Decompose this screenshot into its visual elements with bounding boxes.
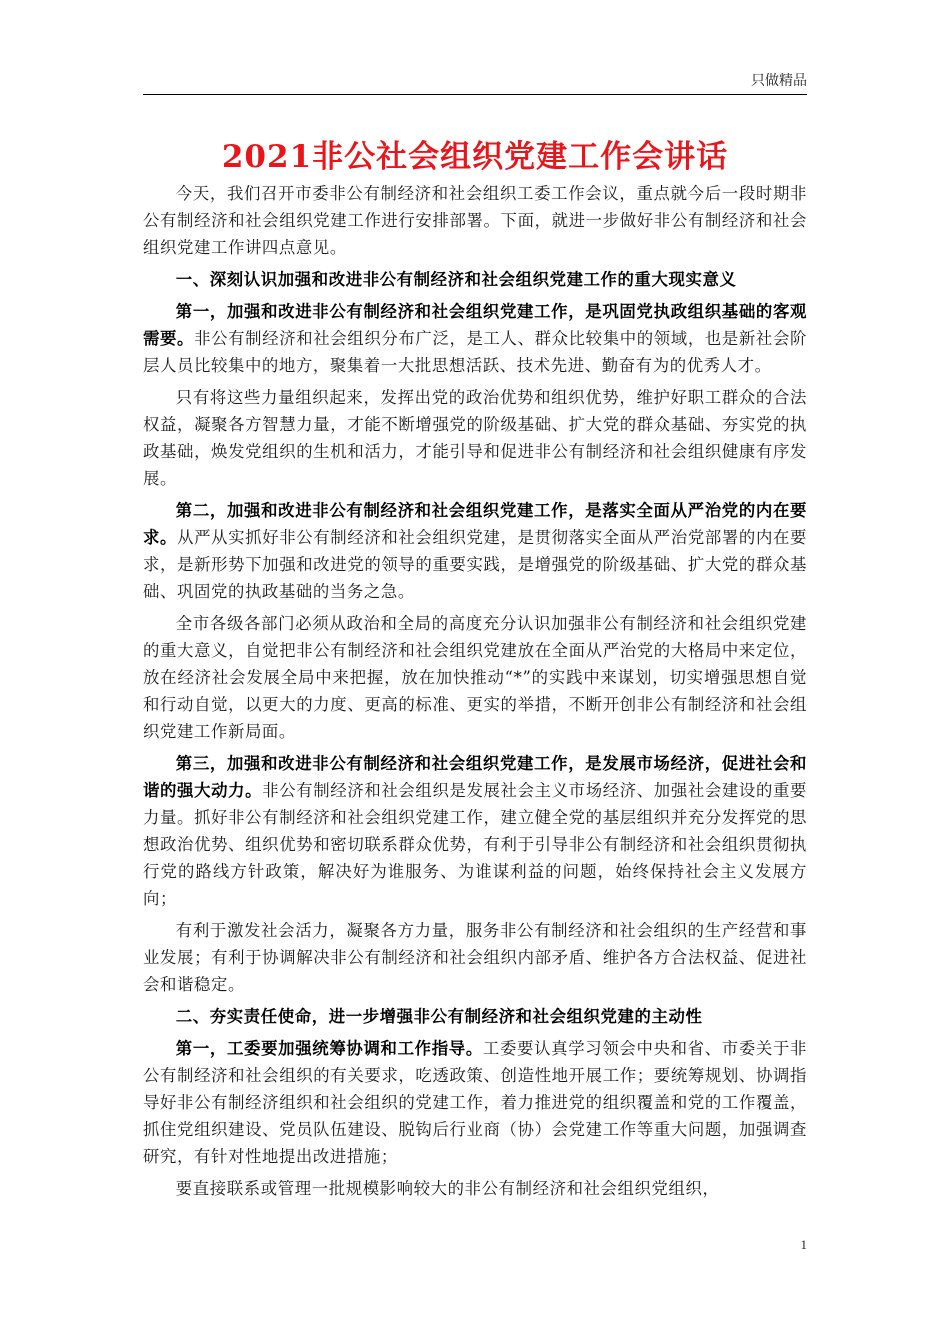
body-paragraph (143, 1175, 807, 1202)
paragraph-lead: 第三，加强和改进非公有制经济和社会组织党建工作，是发展市场经济，促进社会和谐的强大动力。 (143, 754, 807, 800)
body-paragraph (143, 384, 807, 492)
section-heading: 二、夯实责任使命，进一步增强非公有制经济和社会组织党建的主动性 (175, 1007, 703, 1026)
paragraph-lead: 第二，加强和改进非公有制经济和社会组织党建工作，是落实全面从严治党的内在要求。 (143, 501, 807, 547)
body-paragraph (143, 1035, 807, 1170)
paragraph-lead: 第一，加强和改进非公有制经济和社会组织党建工作，是巩固党执政组织基础的客观需要。 (143, 302, 807, 348)
body-paragraph (143, 750, 807, 912)
document-title: 2021非公社会组织党建工作会讲话 (221, 139, 729, 175)
paragraph-text: 只有将这些力量组织起来，发挥出党的政治优势和组织优势，维护好职工群众的合法权益，凝聚各方智慧力量，才能不断增强党的阶级基础、扩大党的群众基础、夯实党的执政基础，焕发党组织的生机和活力，才能引导和促进非公有制经济和社会组织健康有序发展。 (143, 388, 807, 488)
body-paragraph (143, 610, 807, 745)
body-paragraph (143, 298, 807, 379)
paragraph-lead: 第一，工委要加强统筹协调和工作指导。 (175, 1039, 483, 1058)
paragraph-text: 有利于激发社会活力，凝聚各方力量，服务非公有制经济和社会组织的生产经营和事业发展；有利于协调解决非公有制经济和社会组织内部矛盾、维护各方合法权益、促进社会和谐稳定。 (143, 921, 807, 994)
paragraph-text: 从严从实抓好非公有制经济和社会组织党建，是贯彻落实全面从严治党部署的内在要求，是新形势下加强和改进党的领导的重要实践，是增强党的阶级基础、扩大党的群众基础、巩固党的执政基础的当务之急。 (143, 528, 808, 601)
body-paragraph (143, 497, 807, 605)
paragraph-text: 非公有制经济和社会组织是发展社会主义市场经济、加强社会建设的重要力量。抓好非公有制经济和社会组织党建工作，建立健全党的基层组织并充分发挥党的思想政治优势、组织优势和密切联系群众优势，有利于引导非公有制经济和社会组织贯彻执行党的路线方针政策，解决好为谁服务、为谁谋利益的问题，始终保持社会主义发展方向； (143, 781, 807, 908)
paragraph-text: 今天，我们召开市委非公有制经济和社会组织工委工作会议，重点就今后一段时期非公有制经济和社会组织党建工作进行安排部署。下面，就进一步做好非公有制经济和社会组织党建工作讲四点意见。 (143, 184, 807, 257)
paragraph-text: 非公有制经济和社会组织分布广泛，是工人、群众比较集中的领域，也是新社会阶层人员比较集中的地方，聚集着一大批思想活跃、技术先进、勤奋有为的优秀人才。 (143, 329, 807, 375)
body-paragraph (143, 180, 807, 261)
paragraph-text: 全市各级各部门必须从政治和全局的高度充分认识加强非公有制经济和社会组织党建的重大意义，自觉把非公有制经济和社会组织党建放在全面从严治党的大格局中来定位，放在经济社会发展全局中来把握，放在加快推动“*”的实践中来谋划，切实增强思想自觉和行动自觉，以更大的力度、更高的标准、更实的举措，不断开创非公有制经济和社会组织党建工作新局面。 (143, 614, 807, 741)
body-paragraph (143, 917, 807, 998)
page-number: 1 (800, 1237, 807, 1252)
paragraph-text: 要直接联系或管理一批规模影响较大的非公有制经济和社会组织党组织， (175, 1179, 720, 1198)
header-rule (143, 94, 807, 95)
document-body (143, 180, 807, 1207)
paragraph-text: 工委要认真学习领会中央和省、市委关于非公有制经济和社会组织的有关要求，吃透政策、创造性地开展工作；要统筹规划、协调指导好非公有制经济组织和社会组织的党建工作，着力推进党的组织覆盖和党的工作覆盖，抓住党组织建设、党员队伍建设、脱钩后行业商（协）会党建工作等重大问题，加强调查研究，有针对性地提出改进措施； (143, 1039, 807, 1166)
header-tag: 只做精品 (751, 73, 807, 89)
section-heading: 一、深刻认识加强和改进非公有制经济和社会组织党建工作的重大现实意义 (175, 270, 737, 289)
